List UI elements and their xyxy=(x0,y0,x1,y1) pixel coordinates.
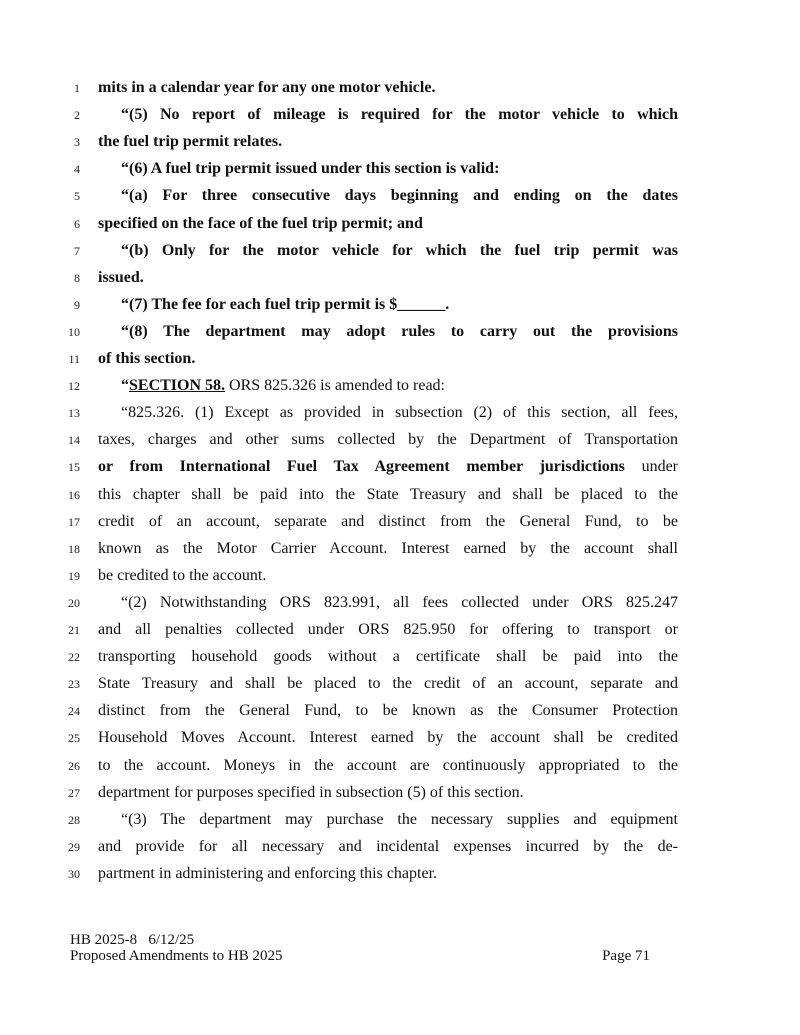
line-number: 12 xyxy=(68,379,80,394)
line-number: 20 xyxy=(68,595,80,610)
text-segment: credit of an account, separate and distinct from the General Fund, to be xyxy=(98,512,678,530)
line-number: 5 xyxy=(74,189,80,204)
text-segment: “(3) The department may purchase the necessary supplies and equipment xyxy=(121,810,678,828)
text-segment: known as the Motor Carrier Account. Interest earned by the account shall xyxy=(98,539,678,557)
text-line xyxy=(121,376,678,396)
text-line xyxy=(98,756,678,776)
text-line xyxy=(121,593,678,613)
text-line xyxy=(98,512,678,532)
text-segment: and provide for all necessary and incidental expenses incurred by the de- xyxy=(98,837,678,855)
line-number: 7 xyxy=(74,243,80,258)
line-number: 19 xyxy=(68,568,80,583)
line-number: 18 xyxy=(68,541,80,556)
line-number: 25 xyxy=(68,731,80,746)
text-line xyxy=(98,864,678,884)
line-number: 17 xyxy=(68,514,80,529)
text-segment: be credited to the account. xyxy=(98,566,267,584)
line-number: 14 xyxy=(68,433,80,448)
line-number: 3 xyxy=(74,135,80,150)
text-line xyxy=(121,295,678,315)
text-line xyxy=(98,430,678,450)
text-segment: distinct from the General Fund, to be known as the Consumer Protection xyxy=(98,702,678,720)
line-number: 16 xyxy=(68,487,80,502)
text-line xyxy=(121,403,678,423)
text-segment: “ xyxy=(121,377,129,395)
footer-doc-id: HB 2025-8 6/12/25 xyxy=(70,932,195,948)
line-number: 1 xyxy=(74,81,80,95)
text-line xyxy=(98,457,678,477)
line-number: 15 xyxy=(68,460,80,475)
text-line xyxy=(98,647,678,667)
page-number: Page 71 xyxy=(602,948,650,964)
text-line xyxy=(98,566,678,586)
line-number: 24 xyxy=(68,704,80,719)
text-segment: transporting household goods without a certificate shall be paid into the xyxy=(98,648,678,666)
text-segment: taxes, charges and other sums collected by the Department of Transportation xyxy=(98,431,678,449)
text-segment: “(a) For three consecutive days beginning and ending on the dates xyxy=(121,187,678,205)
line-number: 29 xyxy=(68,839,80,854)
text-line xyxy=(121,159,678,179)
text-line xyxy=(98,78,678,98)
text-line xyxy=(98,214,678,234)
line-number: 6 xyxy=(74,216,80,231)
text-segment: of this section. xyxy=(98,350,196,367)
text-line xyxy=(98,349,678,369)
line-number: 2 xyxy=(74,108,80,123)
line-number: 23 xyxy=(68,677,80,692)
text-segment: “(b) Only for the motor vehicle for which the fuel trip permit was xyxy=(121,241,678,259)
text-segment: “(2) Notwithstanding ORS 823.991, all fees collected under ORS 825.247 xyxy=(121,593,678,611)
text-line xyxy=(121,186,678,206)
line-number: 10 xyxy=(68,324,80,339)
text-segment: “(7) The fee for each fuel trip permit is $______. xyxy=(121,295,450,313)
text-line xyxy=(121,322,678,342)
text-line xyxy=(98,620,678,640)
line-number: 11 xyxy=(68,352,80,366)
text-line xyxy=(98,268,678,288)
text-segment: issued. xyxy=(98,268,144,286)
text-line xyxy=(121,105,678,125)
text-segment: the fuel trip permit relates. xyxy=(98,133,283,151)
text-segment: “(5) No report of mileage is required for the motor vehicle to which xyxy=(121,106,678,124)
footer-title: Proposed Amendments to HB 2025 xyxy=(70,948,283,964)
text-segment: partment in administering and enforcing this chapter. xyxy=(98,864,438,882)
text-segment: specified on the face of the fuel trip permit; and xyxy=(98,214,423,232)
line-number: 4 xyxy=(74,162,80,177)
text-segment: under xyxy=(624,458,679,476)
line-number: 27 xyxy=(68,785,80,800)
line-number: 8 xyxy=(74,270,80,285)
text-segment: and all penalties collected under ORS 825.950 for offering to transport or xyxy=(98,621,678,638)
page-footer xyxy=(70,932,650,964)
text-segment: this chapter shall be paid into the State Treasury and shall be placed to the xyxy=(98,485,678,503)
line-number: 21 xyxy=(68,623,80,637)
text-line xyxy=(98,539,678,559)
text-segment: ORS 825.326 is amended to read: xyxy=(225,377,445,395)
text-line xyxy=(98,783,678,803)
text-segment: mits in a calendar year for any one motor vehicle. xyxy=(98,79,436,96)
section-heading: SECTION 58. xyxy=(129,377,226,395)
text-segment: or from International Fuel Tax Agreement member jurisdictions xyxy=(98,458,625,476)
text-segment: Household Moves Account. Interest earned by the account shall be credited xyxy=(98,729,678,747)
text-line xyxy=(98,132,678,152)
text-segment: to the account. Moneys in the account are continuously appropriated to the xyxy=(98,756,678,774)
text-line xyxy=(98,485,678,505)
line-number: 22 xyxy=(68,650,80,665)
line-number: 13 xyxy=(68,406,80,421)
text-segment: “(6) A fuel trip permit issued under this section is valid: xyxy=(121,160,500,178)
text-segment: State Treasury and shall be placed to the credit of an account, separate and xyxy=(98,675,678,693)
text-line xyxy=(121,241,678,261)
text-line xyxy=(98,837,678,857)
text-segment: department for purposes specified in subsection (5) of this section. xyxy=(98,783,524,801)
text-line xyxy=(98,728,678,748)
text-segment: “825.326. (1) Except as provided in subsection (2) of this section, all fees, xyxy=(121,404,678,422)
line-number: 26 xyxy=(68,758,80,773)
line-number: 30 xyxy=(68,866,80,881)
text-line xyxy=(121,810,678,830)
text-segment: “(8) The department may adopt rules to carry out the provisions xyxy=(121,322,678,340)
line-number: 28 xyxy=(68,812,80,827)
text-line xyxy=(98,674,678,694)
line-number: 9 xyxy=(74,297,80,312)
text-line xyxy=(98,701,678,721)
